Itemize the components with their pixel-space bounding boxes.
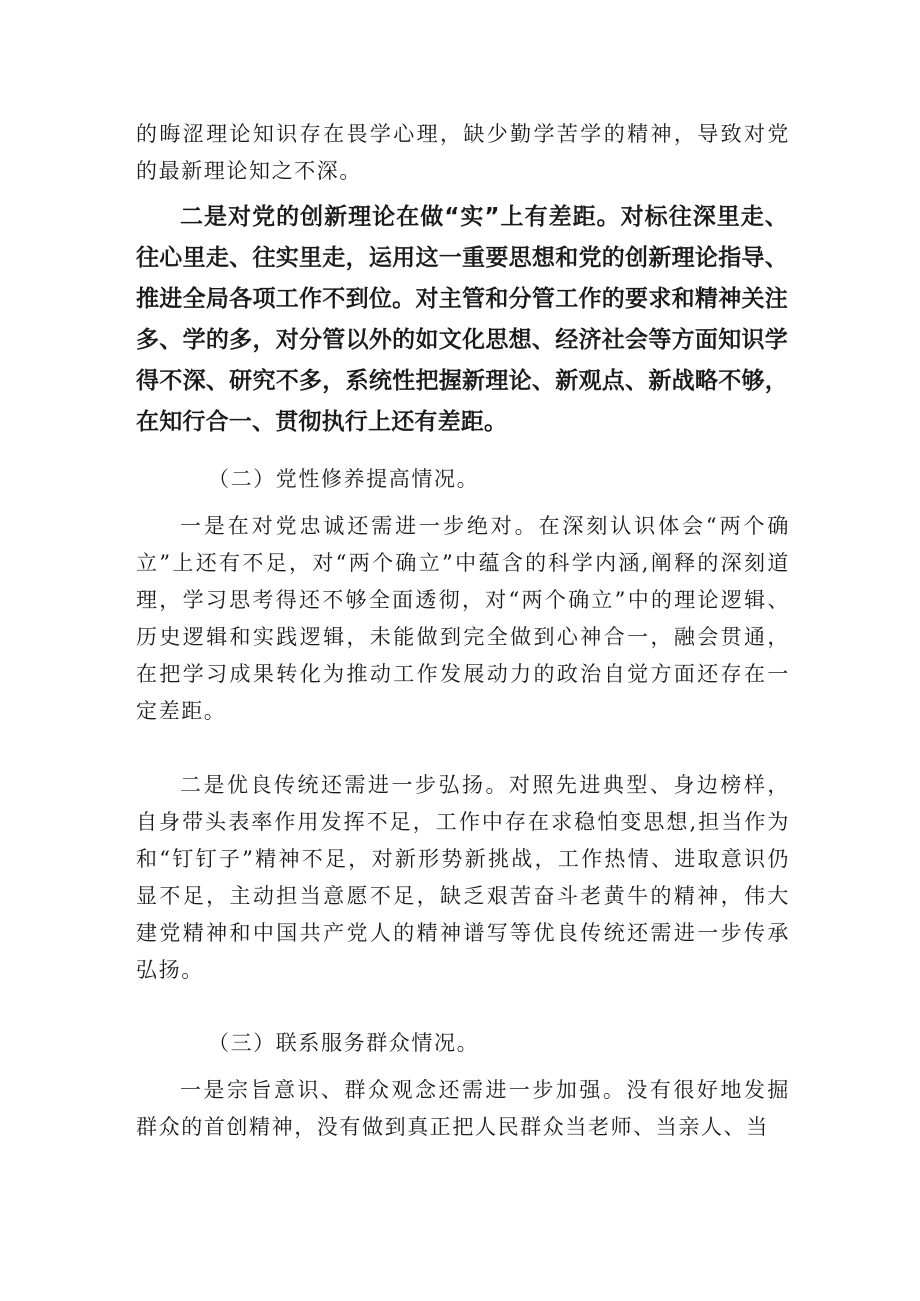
paragraph-continuation: 的晦涩理论知识存在畏学心理，缺少勤学苦学的精神，导致对党的最新理论知之不深。 — [136, 122, 790, 183]
paragraph-fine-tradition: 二是优良传统还需进一步弘扬。对照先进典型、身边榜样，自身带头表率作用发挥不足，工作中存在求稳怕变思想,担当作为和“钉钉子”精神不足，对新形势新挑战，工作热情、进取意识仍显不足，主动担当意愿不足，缺乏艰苦奋斗老黄牛的精神，伟大建党精神和中国共产党人的精神谱写等优良传统还需进一步传承弘扬。 — [136, 773, 790, 982]
paragraph-loyalty: 一是在对党忠诚还需进一步绝对。在深刻认识体会“两个确立”上还有不足，对“两个确立”中蕴含的科学内涵,阐释的深刻道理，学习思考得还不够全面透彻，对“两个确立”中的理论逻辑、历史逻辑和实践逻辑，未能做到完全做到心神合一，融会贯通，在把学习成果转化为推动工作发展动力的政治自觉方面还存在一定差距。 — [136, 514, 790, 723]
section-heading-party-spirit: （二）党性修养提高情况。 — [208, 467, 480, 491]
paragraph-mass-line: 一是宗旨意识、群众观念还需进一步加强。没有很好地发掘群众的首创精神，没有做到真正把人民群众当老师、当亲人、当 — [136, 1078, 790, 1139]
paragraph-innovation-theory-gap: 二是对党的创新理论在做“实”上有差距。对标往深里走、往心里走、往实里走，运用这一重要思想和党的创新理论指导、推进全局各项工作不到位。对主管和分管工作的要求和精神关注多、学的多，对分管以外的如文化思想、经济社会等方面知识学得不深、研究不多，系统性把握新理论、新观点、新战略不够，在知行合一、贯彻执行上还有差距。 — [136, 204, 788, 435]
section-heading-serving-masses: （三）联系服务群众情况。 — [208, 1031, 480, 1055]
